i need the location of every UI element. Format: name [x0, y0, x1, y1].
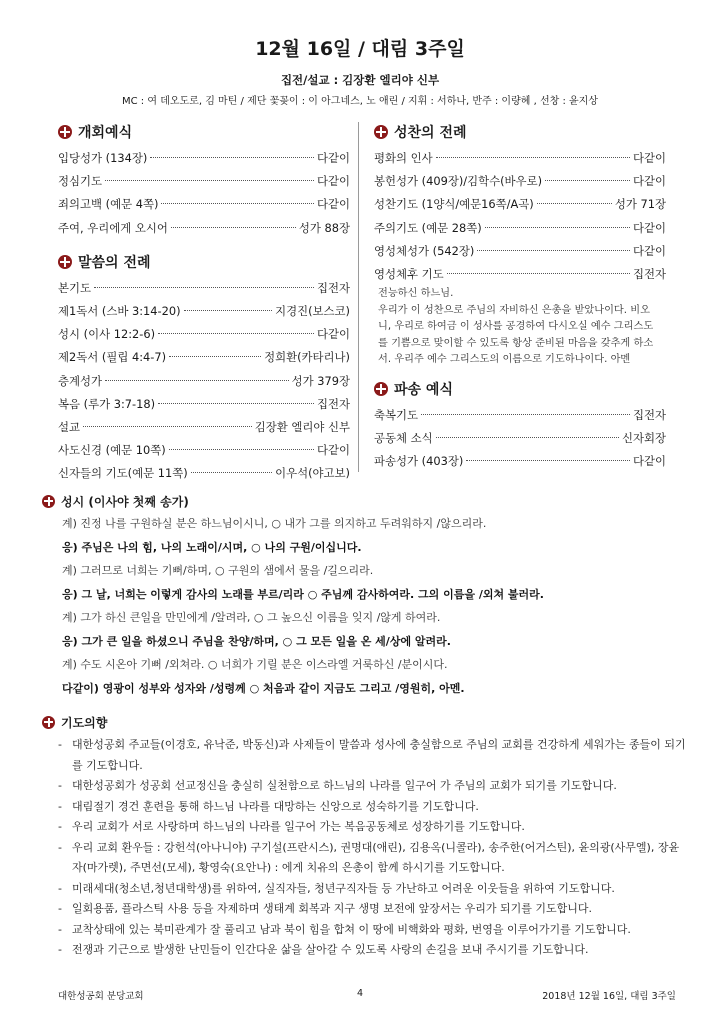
heading-text: 기도의향 [61, 715, 108, 730]
row-label: 영성체후 기도 [374, 266, 444, 281]
row-value: 다같이 [316, 151, 350, 165]
footer-date: 2018년 12월 16일, 대림 3주일 [542, 991, 676, 1002]
row-value: 집전자 [316, 396, 350, 411]
service-row [374, 240, 666, 263]
row-label: 축복기도 [374, 407, 419, 422]
row-label: 설교 [58, 419, 81, 434]
dot-leader [485, 227, 630, 228]
intention-text: 미래세대(청소년,청년대학생)를 위하여, 실직자들, 청년구직자들 등 가난하고 어려운 이웃들을 위하여 기도합니다. [72, 881, 615, 895]
dot-leader [545, 180, 630, 181]
left-column [58, 122, 350, 485]
cross-icon [374, 382, 388, 396]
row-label: 주여, 우리에게 오시어 [58, 220, 168, 235]
service-row [58, 170, 350, 193]
service-row [374, 450, 666, 473]
dot-leader [94, 287, 314, 288]
row-label: 정심기도 [58, 174, 103, 189]
opening-rites-list [58, 147, 350, 240]
intention-text: 우리 교회가 서로 사랑하며 하느님의 나라를 일구어 가는 복음공동체로 성장하기를 기도합니다. [72, 820, 525, 833]
row-label: 사도신경 (예문 10쪽) [58, 443, 166, 458]
service-row [58, 416, 350, 439]
page-title: 12월 16일 / 대림 3주일 [255, 38, 465, 60]
list-item: - 우리 교회가 서로 사랑하며 하느님의 나라를 일구어 가는 복음공동체로 성장하기를 기도합니다. [58, 817, 688, 838]
heading-text: 성시 (이사야 첫째 송가) [61, 494, 189, 509]
intention-text: 일회용품, 플라스틱 사용 등을 자제하며 생태계 회복과 지구 생명 보전에 앞장서는 우리가 되기를 기도합니다. [72, 902, 592, 915]
row-value: 다같이 [632, 243, 666, 258]
dot-leader [191, 472, 272, 473]
row-value: 다같이 [632, 174, 666, 189]
service-row [58, 439, 350, 462]
cross-icon [42, 495, 55, 508]
dot-leader [161, 203, 314, 204]
psalm-line: 응) 그 날, 너희는 이렇게 감사의 노래를 부르/리라 ○ 주님께 감사하여라. 그의 이름을 /외쳐 불러라. [62, 587, 544, 601]
liturgy-of-word-list [58, 277, 350, 486]
service-row [374, 263, 666, 286]
row-label: 성시 (이사 12:2-6) [58, 327, 156, 342]
eucharist-list [374, 147, 666, 286]
row-value: 신자회장 [621, 430, 666, 445]
list-item: - 대림절기 경건 훈련을 통해 하느님 나라를 대망하는 신앙으로 성숙하기를 기도합니다. [58, 797, 688, 818]
psalm-body [62, 512, 682, 700]
dot-leader [105, 380, 289, 381]
dot-leader [477, 250, 630, 251]
row-value: 집전자 [316, 280, 350, 295]
post-communion-prayer [374, 286, 666, 369]
prayer-line: 서. 우리주 예수 그리스도의 이름으로 기도하나이다. 아멘 [378, 354, 631, 366]
row-label: 신자들의 기도(예문 11쪽) [58, 466, 188, 481]
liturgy-of-word-heading [58, 252, 350, 272]
cross-icon [58, 255, 72, 269]
list-item: - 우리 교회 환우들 : 강헌석(아나니야) 구기설(프란시스), 권명대(애린), 김용옥(니콜라), 송주한(어거스틴), 윤의광(사무엘), 장윤자(마가렛), 주면선(모세), 황영숙(요안나) : 에게 치유의 은총이 함께 하시기를 기도합니다. [58, 838, 688, 879]
row-label: 본기도 [58, 280, 92, 295]
psalm-line: 응) 그가 큰 일을 하셨으니 주님을 찬양/하며, ○ 그 모든 일을 온 세/상에 알려라. [62, 634, 451, 648]
prayer-line: 우리가 이 성찬으로 주님의 자비하신 은총을 받았나이다. 비오 [378, 304, 650, 316]
row-value: 다같이 [316, 174, 350, 189]
dot-leader [105, 180, 314, 181]
prayer-line: 전능하신 하느님. [378, 288, 454, 300]
service-row [58, 346, 350, 369]
service-row [58, 300, 350, 323]
psalm-line: 응) 주님은 나의 힘, 나의 노래이/시며, ○ 나의 구원/이십니다. [62, 540, 362, 554]
row-value: 지경진(보스코) [275, 303, 350, 318]
psalm-line: 계) 그러므로 너희는 기뻐/하며, ○ 구원의 샘에서 물을 /길으리라. [62, 564, 374, 577]
list-item: - 교착상태에 있는 북미관계가 잘 풀리고 남과 북이 힘을 합쳐 이 땅에 비핵화와 평화, 번영을 이루어가기를 기도합니다. [58, 920, 688, 941]
celebrant-line: 집전/설교 : 김장환 엘리야 신부 [280, 73, 440, 87]
row-label: 죄의고백 (예문 4쪽) [58, 197, 159, 212]
list-item: - 일회용품, 플라스틱 사용 등을 자제하며 생태계 회복과 지구 생명 보전에 앞장서는 우리가 되기를 기도합니다. [58, 899, 688, 920]
row-label: 제1독서 (스바 3:14-20) [58, 303, 181, 318]
row-label: 영성체성가 (542장) [374, 243, 475, 258]
cross-icon [42, 716, 55, 729]
dot-leader [169, 356, 261, 357]
column-divider [358, 122, 359, 472]
psalm-line: 계) 그가 하신 큰일을 만민에게 /알려라, ○ 그 높으신 이름을 잊지 /않게 하여라. [62, 611, 441, 624]
service-row [58, 193, 350, 216]
row-label: 평화의 인사 [374, 151, 433, 165]
service-row [58, 217, 350, 240]
prayer-line: 를 기쁨으로 맞이할 수 있도록 항상 준비된 마음을 갖추게 하소 [378, 337, 654, 349]
row-label: 파송성가 (403장) [374, 454, 464, 468]
service-row [374, 193, 666, 216]
row-value: 다같이 [632, 454, 666, 468]
service-row [58, 462, 350, 485]
cross-icon [374, 125, 388, 139]
row-label: 제2독서 (필립 4:4-7) [58, 350, 167, 365]
dot-leader [169, 449, 314, 450]
row-value: 다같이 [316, 443, 350, 458]
service-row [374, 217, 666, 240]
intentions-heading [42, 713, 107, 731]
psalm-line: 다같이) 영광이 성부와 성자와 /성령께 ○ 처음과 같이 지금도 그리고 /영원히, 아멘. [62, 681, 465, 695]
psalm-line: 계) 수도 시온아 기뻐 /외쳐라. ○ 너희가 기릴 분은 이스라엘 거룩하신 /분이시다. [62, 658, 448, 671]
heading-text: 파송 예식 [394, 381, 453, 398]
row-value: 정희환(카타리나) [264, 350, 350, 365]
heading-text: 말씀의 전례 [78, 254, 151, 271]
row-label: 주의기도 (예문 28쪽) [374, 220, 482, 235]
footer-page-number: 4 [356, 988, 364, 999]
row-label: 성찬기도 (1양식/예문16쪽/A곡) [374, 197, 534, 212]
service-row [58, 393, 350, 416]
prayer-line: 니, 우리로 하여금 이 성사를 공경하여 다시오실 예수 그리스도 [378, 321, 654, 333]
row-label: 층계성가 [58, 373, 103, 388]
service-row [374, 427, 666, 450]
opening-rites-heading [58, 122, 350, 142]
list-item: - 전쟁과 기근으로 발생한 난민들이 인간다운 삶을 살아갈 수 있도록 사랑의 손길을 보내 주시기를 기도합니다. [58, 940, 688, 961]
dot-leader [150, 157, 314, 158]
intention-text: 대한성공회가 성공회 선교정신을 충실히 실천함으로 하느님의 나라를 일구어 가 주님의 교회가 되기를 기도합니다. [72, 779, 617, 792]
row-label: 공동체 소식 [374, 430, 433, 445]
intention-text: 대한성공회 주교들(이경호, 유낙준, 박동신)과 사제들이 말씀과 성사에 충실함으로 주님의 교회를 건강하게 세워가는 종들이 되기를 기도합니다. [72, 738, 686, 772]
dot-leader [184, 310, 273, 311]
intention-text: 우리 교회 환우들 : 강헌석(아나니야) 구기설(프란시스), 권명대(애린), 김용옥(니콜라), 송주한(어거스틴), 윤의광(사무엘), 장윤자(마가렛), 주면선(모세), 황영숙(요안나) : 에게 치유의 은총이 함께 하시기를 기도합니다. [72, 840, 680, 874]
dot-leader [436, 437, 619, 438]
dismissal-list [374, 404, 666, 474]
row-label: 복음 (루가 3:7-18) [58, 396, 156, 411]
row-value: 집전자 [632, 407, 666, 422]
right-column [374, 122, 666, 473]
dot-leader [158, 403, 314, 404]
heading-text: 성찬의 전례 [394, 125, 467, 141]
service-row [374, 404, 666, 427]
row-value: 다같이 [632, 220, 666, 235]
row-value: 다같이 [316, 327, 350, 342]
row-value: 김장환 엘리야 신부 [254, 419, 350, 434]
dot-leader [436, 157, 630, 158]
intention-text: 대림절기 경건 훈련을 통해 하느님 나라를 대망하는 신앙으로 성숙하기를 기도합니다. [72, 799, 479, 813]
dot-leader [421, 414, 630, 415]
row-value: 다같이 [632, 151, 666, 165]
row-label: 봉헌성가 (409장)/김학수(바우로) [374, 174, 543, 189]
row-value: 다같이 [316, 197, 350, 212]
dot-leader [83, 426, 252, 427]
list-item: - 대한성공회가 성공회 선교정신을 충실히 실천함으로 하느님의 나라를 일구어 가 주님의 교회가 되기를 기도합니다. [58, 776, 688, 797]
intentions-list [58, 735, 688, 961]
heading-text: 개회예식 [78, 125, 133, 141]
row-value: 이우석(야고보) [275, 466, 350, 481]
row-value: 성가 379장 [291, 373, 350, 388]
dot-leader [158, 333, 314, 334]
row-value: 성가 71장 [614, 197, 666, 212]
service-row [58, 277, 350, 300]
dot-leader [171, 227, 296, 228]
intention-text: 전쟁과 기근으로 발생한 난민들이 인간다운 삶을 살아갈 수 있도록 사랑의 손길을 보내 주시기를 기도합니다. [72, 943, 589, 956]
psalm-heading [42, 492, 189, 510]
row-value: 집전자 [632, 266, 666, 281]
list-item: - 대한성공회 주교들(이경호, 유낙준, 박동신)과 사제들이 말씀과 성사에 충실함으로 주님의 교회를 건강하게 세워가는 종들이 되기를 기도합니다. [58, 735, 688, 776]
service-row [374, 147, 666, 170]
eucharist-heading [374, 122, 666, 142]
service-row [58, 370, 350, 393]
list-item: - 미래세대(청소년,청년대학생)를 위하여, 실직자들, 청년구직자들 등 가난하고 어려운 이웃들을 위하여 기도합니다. [58, 879, 688, 900]
dot-leader [466, 460, 630, 461]
service-row [374, 170, 666, 193]
roles-line: MC : 여 데오도로, 김 마틴 / 제단 꽃꽂이 : 이 아그네스, 노 애린 / 지휘 : 서하나, 반주 : 이량혜 , 선창 : 윤지상 [122, 96, 598, 107]
cross-icon [58, 125, 72, 139]
service-row [58, 323, 350, 346]
footer-church-name: 대한성공회 분당교회 [58, 991, 144, 1002]
dot-leader [537, 203, 612, 204]
psalm-line: 계) 진정 나를 구원하실 분은 하느님이시니, ○ 내가 그를 의지하고 두려워하지 /않으리라. [62, 517, 487, 530]
dismissal-heading [374, 379, 666, 399]
row-label: 입당성가 (134장) [58, 151, 148, 165]
service-row [58, 147, 350, 170]
dot-leader [447, 273, 630, 274]
intention-text: 교착상태에 있는 북미관계가 잘 풀리고 남과 북이 힘을 합쳐 이 땅에 비핵화와 평화, 번영을 이루어가기를 기도합니다. [72, 922, 631, 936]
row-value: 성가 88장 [298, 220, 350, 235]
